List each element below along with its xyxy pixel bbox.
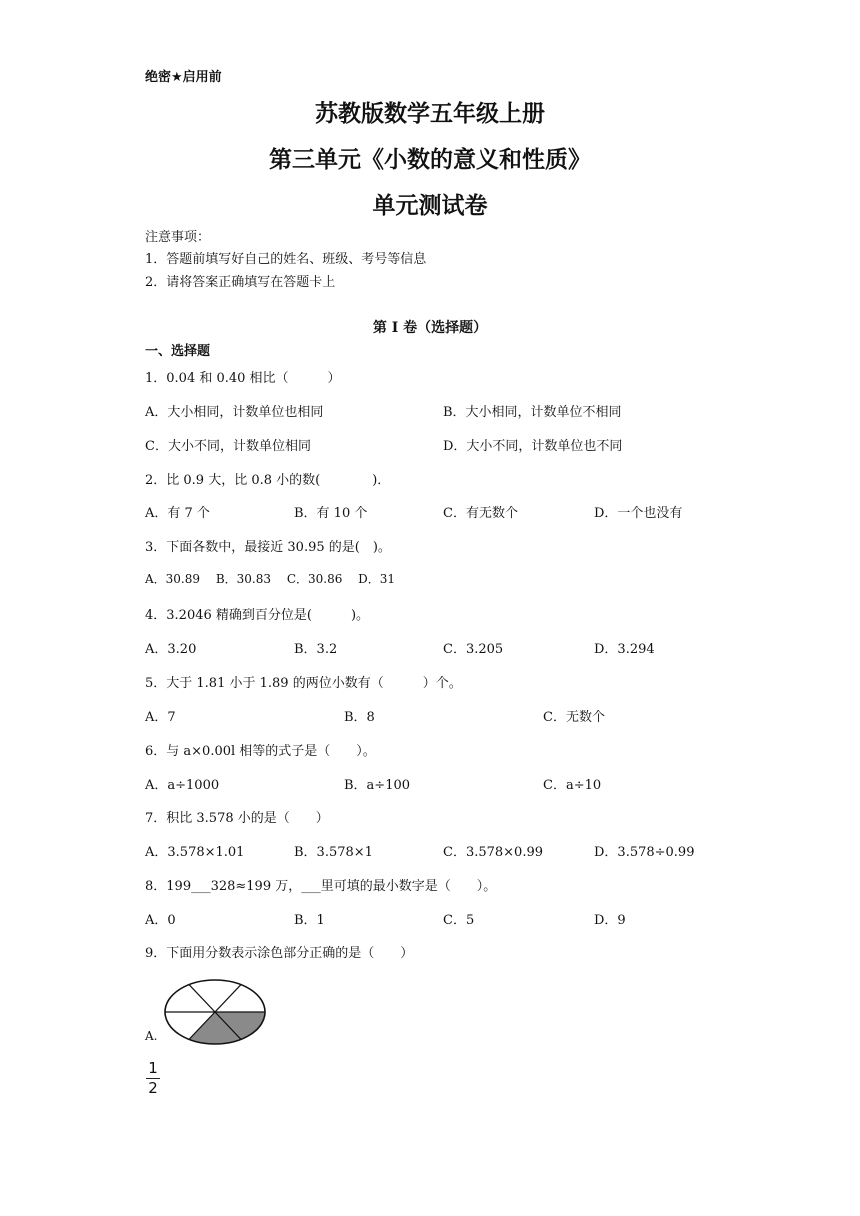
part-title: 第 I 卷（选择题） [372, 320, 488, 336]
q1-option-c: C．大小不同，计数单位相同 [145, 439, 311, 454]
fraction-one-half [146, 1060, 160, 1097]
q2-option-c: C．有无数个 [443, 506, 518, 521]
q4-option-b: B．3.2 [294, 642, 338, 657]
q8-option-d: D．9 [594, 913, 626, 928]
pie-figure [163, 978, 267, 1050]
question-9: 9．下面用分数表示涂色部分正确的是（ ） [145, 946, 414, 961]
secret-mark: 绝密★启用前 [145, 70, 222, 85]
question-5: 5．大于 1.81 小于 1.89 的两位小数有（ ）个。 [145, 676, 462, 691]
q6-option-c: C．a÷10 [543, 778, 602, 793]
q5-option-b: B．8 [344, 710, 375, 725]
q9-option-a-label: A. [145, 1029, 158, 1043]
question-2: 2．比 0.9 大，比 0.8 小的数( )． [145, 473, 391, 488]
fraction-numerator: 1 [148, 1059, 158, 1077]
doc-subtitle: 第三单元《小数的意义和性质》 [269, 147, 591, 173]
q6-option-a: A．a÷1000 [145, 778, 220, 793]
q1-option-b: B．大小相同，计数单位不相同 [443, 405, 622, 420]
section-heading: 一、选择题 [145, 344, 211, 359]
q4-option-c: C．3.205 [443, 642, 504, 657]
doc-title: 苏教版数学五年级上册 [315, 101, 545, 127]
q8-option-b: B．1 [294, 913, 325, 928]
q8-option-c: C．5 [443, 913, 475, 928]
q7-option-c: C．3.578×0.99 [443, 845, 544, 860]
question-6: 6．与 a×0.00l 相等的式子是（ ）。 [145, 744, 376, 759]
question-8: 8．199___328≈199 万，___里可填的最小数字是（ ）。 [145, 879, 497, 894]
question-4: 4．3.2046 精确到百分位是( )。 [145, 608, 370, 623]
q4-option-d: D．3.294 [594, 642, 655, 657]
question-3: 3．下面各数中，最接近 30.95 的是( )。 [145, 540, 391, 555]
fraction-denominator: 2 [148, 1079, 158, 1097]
notes-heading: 注意事项： [145, 230, 211, 245]
q1-option-a: A．大小相同，计数单位也相同 [145, 405, 324, 420]
question-1: 1．0.04 和 0.40 相比（ ） [145, 371, 341, 386]
q3-options: A．30.89 B．30.83 C．30.86 D．31 [145, 572, 396, 586]
q2-option-d: D．一个也没有 [594, 506, 683, 521]
q8-option-a: A．0 [145, 913, 176, 928]
doc-subtitle-2: 单元测试卷 [372, 193, 488, 219]
q1-option-d: D．大小不同，计数单位也不同 [443, 439, 623, 454]
notes-item-1: 1．答题前填写好自己的姓名、班级、考号等信息 [145, 252, 427, 267]
q6-option-b: B．a÷100 [344, 778, 411, 793]
q7-option-b: B．3.578×1 [294, 845, 373, 860]
notes-item-2: 2．请将答案正确填写在答题卡上 [145, 275, 336, 290]
q4-option-a: A．3.20 [145, 642, 197, 657]
q5-option-c: C．无数个 [543, 710, 605, 725]
q2-option-a: A．有 7 个 [145, 506, 210, 521]
q5-option-a: A．7 [145, 710, 176, 725]
q2-option-b: B．有 10 个 [294, 506, 368, 521]
q7-option-d: D．3.578÷0.99 [594, 845, 695, 860]
q7-option-a: A．3.578×1.01 [145, 845, 245, 860]
question-7: 7．积比 3.578 小的是（ ） [145, 811, 329, 826]
